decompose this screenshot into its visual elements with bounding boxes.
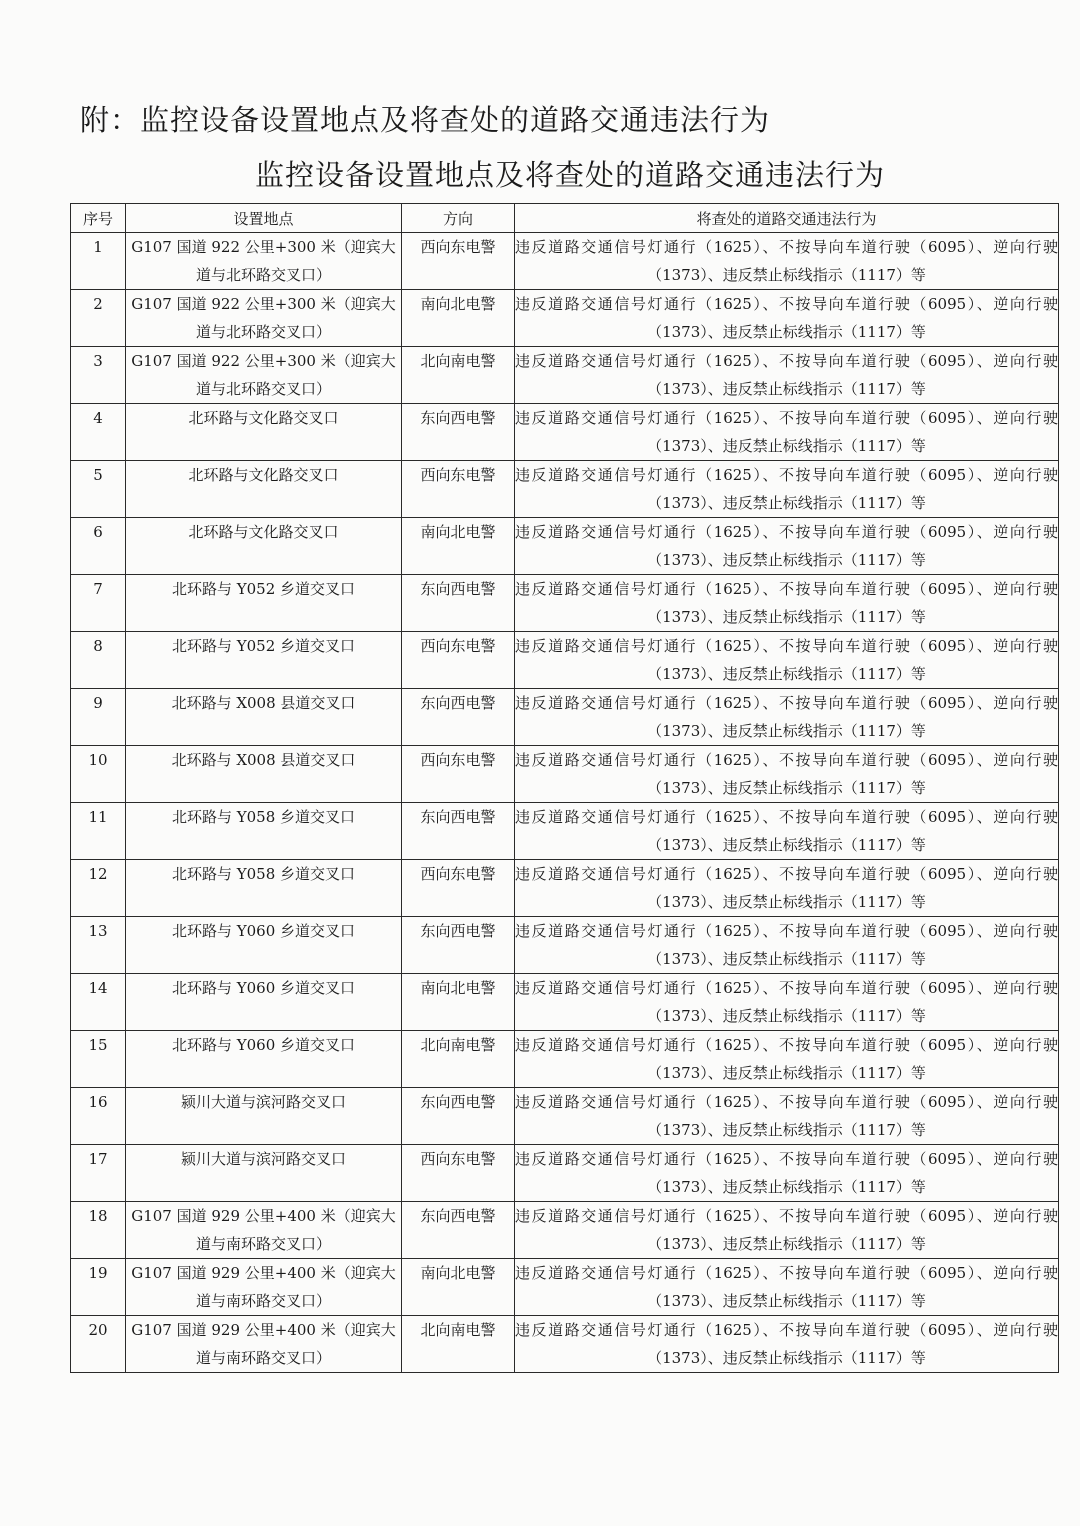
cell-location: 北环路与 X008 县道交叉口 — [126, 746, 402, 803]
cell-violations — [515, 404, 1059, 461]
violations-line-2: （1373）、违反禁止标线指示（1117）等 — [647, 437, 926, 455]
violations-line-1: 违反道路交通信号灯通行（1625）、不按导向车道行驶（6095）、逆向行驶 — [515, 1207, 1058, 1225]
cell-direction: 西向东电警 — [402, 746, 515, 803]
violations-line-2: （1373）、违反禁止标线指示（1117）等 — [647, 893, 926, 911]
violations-line-1: 违反道路交通信号灯通行（1625）、不按导向车道行驶（6095）、逆向行驶 — [515, 580, 1058, 598]
cell-location: 北环路与 Y060 乡道交叉口 — [126, 917, 402, 974]
table-row — [71, 290, 1059, 347]
cell-violations — [515, 746, 1059, 803]
violations-line-1: 违反道路交通信号灯通行（1625）、不按导向车道行驶（6095）、逆向行驶 — [515, 466, 1058, 484]
violations-line-1: 违反道路交通信号灯通行（1625）、不按导向车道行驶（6095）、逆向行驶 — [515, 979, 1058, 997]
cell-no: 10 — [71, 746, 126, 803]
cell-violations — [515, 917, 1059, 974]
violations-line-1: 违反道路交通信号灯通行（1625）、不按导向车道行驶（6095）、逆向行驶 — [515, 1264, 1058, 1282]
cell-direction: 西向东电警 — [402, 233, 515, 290]
cell-location: G107 国道 922 公里+300 米（迎宾大道与北环路交叉口） — [126, 290, 402, 347]
table-row — [71, 632, 1059, 689]
cell-location: G107 国道 929 公里+400 米（迎宾大道与南环路交叉口） — [126, 1259, 402, 1316]
violations-line-1: 违反道路交通信号灯通行（1625）、不按导向车道行驶（6095）、逆向行驶 — [515, 922, 1058, 940]
violations-line-2: （1373）、违反禁止标线指示（1117）等 — [647, 1178, 926, 1196]
cell-no: 3 — [71, 347, 126, 404]
table-row — [71, 860, 1059, 917]
cell-violations — [515, 860, 1059, 917]
violations-line-1: 违反道路交通信号灯通行（1625）、不按导向车道行驶（6095）、逆向行驶 — [515, 694, 1058, 712]
cell-violations — [515, 689, 1059, 746]
cell-direction: 北向南电警 — [402, 1316, 515, 1373]
violations-line-1: 违反道路交通信号灯通行（1625）、不按导向车道行驶（6095）、逆向行驶 — [515, 1150, 1058, 1168]
table-row — [71, 461, 1059, 518]
table-row — [71, 1316, 1059, 1373]
violations-line-2: （1373）、违反禁止标线指示（1117）等 — [647, 494, 926, 512]
cell-location: 颍川大道与滨河路交叉口 — [126, 1088, 402, 1145]
cell-location: 北环路与 Y058 乡道交叉口 — [126, 860, 402, 917]
document-title: 监控设备设置地点及将查处的道路交通违法行为 — [254, 158, 885, 192]
cell-no: 14 — [71, 974, 126, 1031]
violations-line-2: （1373）、违反禁止标线指示（1117）等 — [647, 380, 926, 398]
cell-violations — [515, 233, 1059, 290]
violations-line-1: 违反道路交通信号灯通行（1625）、不按导向车道行驶（6095）、逆向行驶 — [515, 637, 1058, 655]
table-row — [71, 347, 1059, 404]
cell-violations — [515, 290, 1059, 347]
violations-line-2: （1373）、违反禁止标线指示（1117）等 — [647, 836, 926, 854]
violations-line-1: 违反道路交通信号灯通行（1625）、不按导向车道行驶（6095）、逆向行驶 — [515, 1093, 1058, 1111]
table-row — [71, 1145, 1059, 1202]
cell-direction: 东向西电警 — [402, 917, 515, 974]
cell-violations — [515, 1145, 1059, 1202]
table-row — [71, 689, 1059, 746]
cell-location: G107 国道 922 公里+300 米（迎宾大道与北环路交叉口） — [126, 347, 402, 404]
violations-line-2: （1373）、违反禁止标线指示（1117）等 — [647, 779, 926, 797]
table-row — [71, 974, 1059, 1031]
cell-no: 20 — [71, 1316, 126, 1373]
violations-line-2: （1373）、违反禁止标线指示（1117）等 — [647, 950, 926, 968]
cell-location: 北环路与文化路交叉口 — [126, 518, 402, 575]
table-row — [71, 233, 1059, 290]
table-row — [71, 803, 1059, 860]
appendix-heading: 附：监控设备设置地点及将查处的道路交通违法行为 — [80, 103, 771, 137]
cell-no: 15 — [71, 1031, 126, 1088]
violations-line-1: 违反道路交通信号灯通行（1625）、不按导向车道行驶（6095）、逆向行驶 — [515, 352, 1058, 370]
cell-location: G107 国道 922 公里+300 米（迎宾大道与北环路交叉口） — [126, 233, 402, 290]
cell-direction: 南向北电警 — [402, 1259, 515, 1316]
violations-line-2: （1373）、违反禁止标线指示（1117）等 — [647, 551, 926, 569]
cell-location: 北环路与 Y060 乡道交叉口 — [126, 974, 402, 1031]
cell-no: 12 — [71, 860, 126, 917]
cell-location: 北环路与文化路交叉口 — [126, 404, 402, 461]
cell-violations — [515, 347, 1059, 404]
cell-direction: 东向西电警 — [402, 1088, 515, 1145]
cell-direction: 东向西电警 — [402, 404, 515, 461]
cell-direction: 东向西电警 — [402, 803, 515, 860]
table-row — [71, 575, 1059, 632]
cell-no: 11 — [71, 803, 126, 860]
table-row — [71, 1031, 1059, 1088]
header-direction: 方向 — [402, 204, 515, 233]
violations-line-1: 违反道路交通信号灯通行（1625）、不按导向车道行驶（6095）、逆向行驶 — [515, 238, 1058, 256]
cell-location: G107 国道 929 公里+400 米（迎宾大道与南环路交叉口） — [126, 1316, 402, 1373]
violations-line-2: （1373）、违反禁止标线指示（1117）等 — [647, 722, 926, 740]
cell-no: 8 — [71, 632, 126, 689]
table-row — [71, 404, 1059, 461]
cell-violations — [515, 1259, 1059, 1316]
cell-no: 19 — [71, 1259, 126, 1316]
cell-location: 北环路与 X008 县道交叉口 — [126, 689, 402, 746]
cell-direction: 南向北电警 — [402, 290, 515, 347]
violations-line-2: （1373）、违反禁止标线指示（1117）等 — [647, 323, 926, 341]
table-body — [71, 233, 1059, 1373]
cell-location: 颍川大道与滨河路交叉口 — [126, 1145, 402, 1202]
cell-violations — [515, 1202, 1059, 1259]
violations-line-1: 违反道路交通信号灯通行（1625）、不按导向车道行驶（6095）、逆向行驶 — [515, 1036, 1058, 1054]
violations-line-1: 违反道路交通信号灯通行（1625）、不按导向车道行驶（6095）、逆向行驶 — [515, 808, 1058, 826]
cell-direction: 东向西电警 — [402, 575, 515, 632]
cell-direction: 北向南电警 — [402, 1031, 515, 1088]
cell-violations — [515, 575, 1059, 632]
cell-no: 4 — [71, 404, 126, 461]
cell-location: G107 国道 929 公里+400 米（迎宾大道与南环路交叉口） — [126, 1202, 402, 1259]
cell-location: 北环路与文化路交叉口 — [126, 461, 402, 518]
violations-line-2: （1373）、违反禁止标线指示（1117）等 — [647, 1121, 926, 1139]
cell-no: 9 — [71, 689, 126, 746]
cell-location: 北环路与 Y052 乡道交叉口 — [126, 632, 402, 689]
cell-violations — [515, 803, 1059, 860]
violations-line-2: （1373）、违反禁止标线指示（1117）等 — [647, 266, 926, 284]
cell-violations — [515, 1316, 1059, 1373]
monitoring-table — [70, 203, 1059, 1373]
cell-direction: 西向东电警 — [402, 632, 515, 689]
table-row — [71, 1202, 1059, 1259]
violations-line-1: 违反道路交通信号灯通行（1625）、不按导向车道行驶（6095）、逆向行驶 — [515, 1321, 1058, 1339]
violations-line-1: 违反道路交通信号灯通行（1625）、不按导向车道行驶（6095）、逆向行驶 — [515, 295, 1058, 313]
cell-violations — [515, 1088, 1059, 1145]
header-violations: 将查处的道路交通违法行为 — [515, 204, 1059, 233]
table-row — [71, 1088, 1059, 1145]
cell-violations — [515, 518, 1059, 575]
cell-no: 16 — [71, 1088, 126, 1145]
cell-no: 17 — [71, 1145, 126, 1202]
cell-location: 北环路与 Y060 乡道交叉口 — [126, 1031, 402, 1088]
cell-no: 18 — [71, 1202, 126, 1259]
cell-direction: 南向北电警 — [402, 518, 515, 575]
cell-direction: 东向西电警 — [402, 1202, 515, 1259]
violations-line-1: 违反道路交通信号灯通行（1625）、不按导向车道行驶（6095）、逆向行驶 — [515, 865, 1058, 883]
violations-line-2: （1373）、违反禁止标线指示（1117）等 — [647, 608, 926, 626]
header-no: 序号 — [71, 204, 126, 233]
cell-location: 北环路与 Y052 乡道交叉口 — [126, 575, 402, 632]
violations-line-2: （1373）、违反禁止标线指示（1117）等 — [647, 1235, 926, 1253]
cell-violations — [515, 461, 1059, 518]
violations-line-2: （1373）、违反禁止标线指示（1117）等 — [647, 1064, 926, 1082]
cell-violations — [515, 974, 1059, 1031]
violations-line-1: 违反道路交通信号灯通行（1625）、不按导向车道行驶（6095）、逆向行驶 — [515, 523, 1058, 541]
table-row — [71, 746, 1059, 803]
header-location: 设置地点 — [126, 204, 402, 233]
cell-direction: 西向东电警 — [402, 1145, 515, 1202]
violations-line-1: 违反道路交通信号灯通行（1625）、不按导向车道行驶（6095）、逆向行驶 — [515, 751, 1058, 769]
cell-violations — [515, 1031, 1059, 1088]
cell-no: 13 — [71, 917, 126, 974]
table-header-row — [71, 204, 1059, 233]
cell-direction: 西向东电警 — [402, 461, 515, 518]
cell-no: 7 — [71, 575, 126, 632]
cell-no: 6 — [71, 518, 126, 575]
violations-line-2: （1373）、违反禁止标线指示（1117）等 — [647, 1292, 926, 1310]
cell-no: 5 — [71, 461, 126, 518]
cell-direction: 北向南电警 — [402, 347, 515, 404]
violations-line-2: （1373）、违反禁止标线指示（1117）等 — [647, 665, 926, 683]
cell-direction: 南向北电警 — [402, 974, 515, 1031]
cell-no: 1 — [71, 233, 126, 290]
cell-location: 北环路与 Y058 乡道交叉口 — [126, 803, 402, 860]
cell-direction: 东向西电警 — [402, 689, 515, 746]
table-row — [71, 518, 1059, 575]
violations-line-2: （1373）、违反禁止标线指示（1117）等 — [647, 1007, 926, 1025]
violations-line-1: 违反道路交通信号灯通行（1625）、不按导向车道行驶（6095）、逆向行驶 — [515, 409, 1058, 427]
cell-direction: 西向东电警 — [402, 860, 515, 917]
cell-no: 2 — [71, 290, 126, 347]
table-row — [71, 917, 1059, 974]
table-row — [71, 1259, 1059, 1316]
violations-line-2: （1373）、违反禁止标线指示（1117）等 — [647, 1349, 926, 1367]
cell-violations — [515, 632, 1059, 689]
